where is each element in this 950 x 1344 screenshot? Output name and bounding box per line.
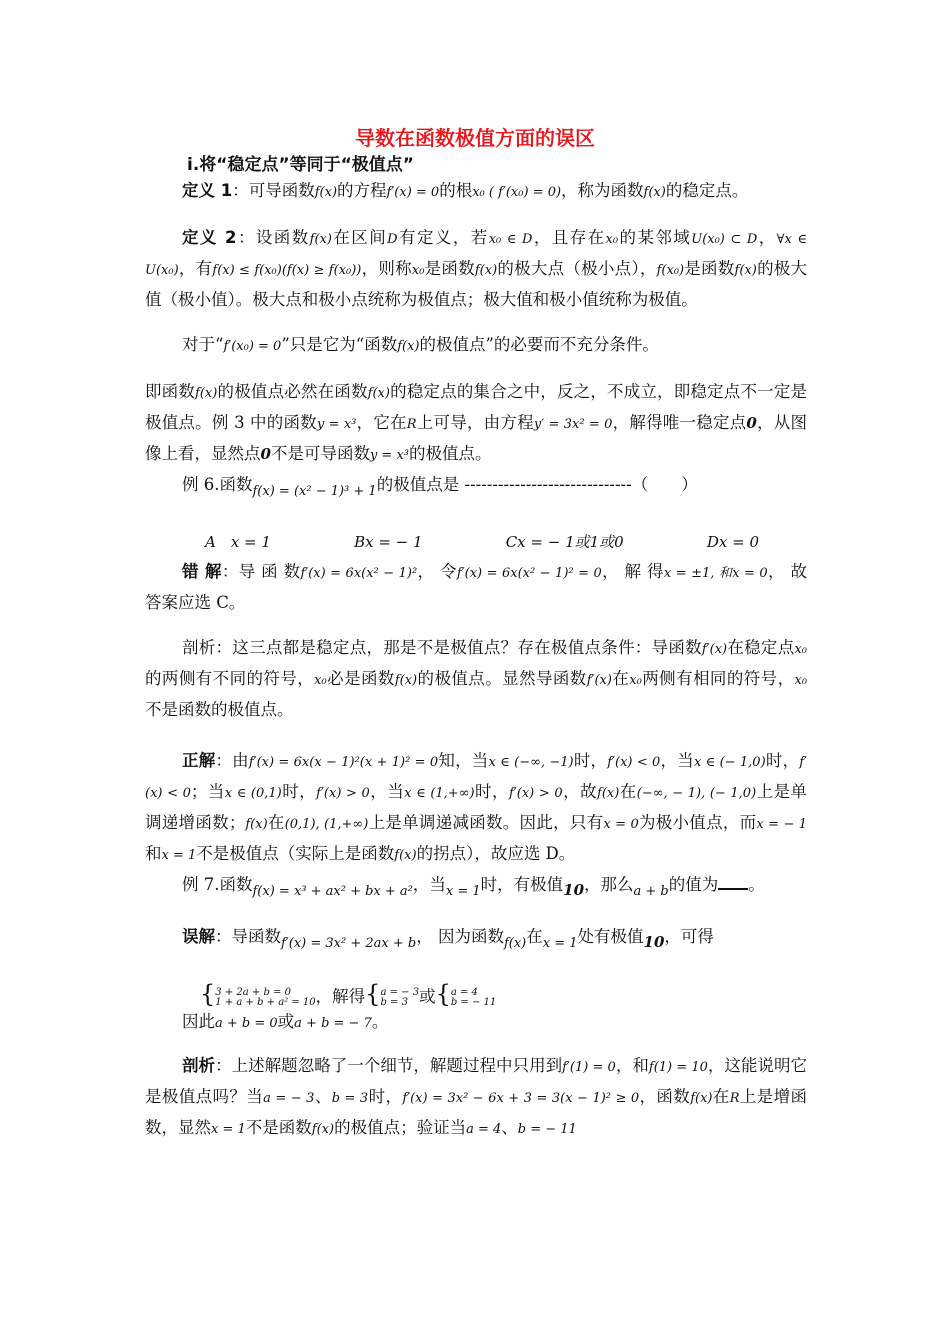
page-title: 导数在函数极值方面的误区 xyxy=(355,126,595,150)
text: ，那么 xyxy=(584,875,634,894)
option-a: A x = 1 xyxy=(205,533,271,551)
text: 的方程 xyxy=(337,181,387,200)
formula: 0 xyxy=(260,445,271,463)
text: 不是函数 xyxy=(245,1118,312,1137)
text: ， 解 得 xyxy=(601,562,664,581)
text: 和 xyxy=(145,844,162,863)
formula: a = 4 xyxy=(466,1122,502,1137)
text: 在 xyxy=(267,813,285,832)
label: 误解 xyxy=(182,927,215,946)
section-heading: ⅰ.将“稳定点”等同于“极值点” xyxy=(187,155,414,175)
text: 的值为 xyxy=(668,875,719,894)
text: 的极大值（极小值）。极大点和极小点统称为极值点；极大值和极小值统称为极值。 xyxy=(145,259,808,309)
text: 两侧有相同的符号， xyxy=(641,669,795,688)
text: 在 xyxy=(619,782,637,801)
text: 知，当 xyxy=(438,751,489,770)
formula: a + b = 0 xyxy=(215,1016,278,1031)
text: ，解得唯一稳定点 xyxy=(612,413,747,432)
text: 上是单调递增函数； xyxy=(145,782,808,832)
formula: x₀ ∈ D xyxy=(488,232,533,247)
text: 不是极值点（实际上是函数 xyxy=(196,844,395,863)
formula: a = − 3 xyxy=(263,1091,315,1106)
equation: a = 4 xyxy=(450,986,478,998)
equation: b = − 11 xyxy=(450,996,497,1008)
system-3 xyxy=(451,988,496,1008)
formula: f(x) xyxy=(597,786,620,801)
equation: 3 + 2a + b = 0 xyxy=(215,986,291,998)
formula: f(x) xyxy=(394,848,417,863)
text: 的极值点。 xyxy=(408,444,492,463)
example-7 xyxy=(145,870,807,906)
formula: f(1) = 10 xyxy=(648,1060,708,1075)
result-7 xyxy=(145,1011,807,1035)
text: 不是可导函数 xyxy=(270,444,370,463)
option-b: Bx = − 1 xyxy=(354,533,423,551)
formula: f′(x) > 0 xyxy=(509,786,563,801)
formula: x₀ xyxy=(314,673,327,688)
text: 的极值点”的必要而不充分条件。 xyxy=(419,335,659,354)
text: 的某邻域 xyxy=(618,228,692,247)
formula: x ∈ (−∞, −1) xyxy=(488,755,574,770)
formula: f(x) xyxy=(397,339,420,354)
formula: x = 0 xyxy=(603,817,639,832)
formula: (−∞, − 1), (− 1,0) xyxy=(636,786,757,801)
formula: 10 xyxy=(643,933,665,951)
text: 因此 xyxy=(182,1012,215,1031)
text: 剖析：这三点都是稳定点，那是不是极值点？存在极值点条件：导函数 xyxy=(182,638,702,657)
formula: x = 1 xyxy=(161,848,197,863)
text: ，它在 xyxy=(356,413,407,432)
formula: f(x) xyxy=(394,673,418,688)
formula: x = 1 xyxy=(542,936,578,951)
formula: y = x³ xyxy=(316,417,357,432)
text: 。 xyxy=(371,1012,389,1031)
text: 例 7.函数 xyxy=(182,875,253,894)
system-2 xyxy=(380,988,419,1008)
formula: R xyxy=(729,1091,740,1106)
text: 必是函数 xyxy=(326,669,395,688)
text: 或 xyxy=(419,987,436,1006)
label: 正解 xyxy=(182,751,216,770)
text: 在 xyxy=(712,1087,730,1106)
formula: x₀ xyxy=(794,673,808,688)
equation-system xyxy=(145,980,807,1011)
formula: y′ = 3x² = 0 xyxy=(533,417,613,432)
text: 时， xyxy=(368,1087,403,1106)
text: ；当 xyxy=(190,782,225,801)
text: ，函数 xyxy=(639,1087,691,1106)
formula: f′(x₀) = 0 xyxy=(223,339,282,354)
text: 上是增函数，显然 xyxy=(145,1087,808,1137)
example-6 xyxy=(145,470,807,506)
body-text xyxy=(145,176,807,1144)
formula: x₀ xyxy=(794,642,808,657)
formula: x = 1 xyxy=(211,1122,246,1137)
text: ，可得 xyxy=(664,927,714,946)
text: ，和 xyxy=(615,1056,649,1075)
text: ，故 xyxy=(562,782,598,801)
formula: f(x) xyxy=(309,232,332,247)
equation: b = 3 xyxy=(380,996,408,1008)
formula: f′(1) = 0 xyxy=(562,1060,616,1075)
formula: x = − 1 xyxy=(756,817,808,832)
text: 例 6.函数 xyxy=(182,475,253,494)
label: 剖析 xyxy=(182,1056,216,1075)
text: ，从图像上看，显然点 xyxy=(145,413,808,463)
definition-2 xyxy=(145,223,807,314)
text: 。 xyxy=(748,875,765,894)
text: 、 xyxy=(314,1087,332,1106)
formula: f′(x) xyxy=(586,673,612,688)
formula: f′(x) = 6x(x² − 1)² xyxy=(300,566,418,581)
text: 时， xyxy=(573,751,608,770)
formula: b = 3 xyxy=(331,1091,369,1106)
formula: 0 xyxy=(746,414,757,432)
formula: f′(x) = 3x² − 6x + 3 = 3(x − 1)² ≥ 0 xyxy=(402,1091,640,1106)
text: 的稳定点的集合之中，反之，不成立，即稳定点不一定是极值点。例 3 中的函数 xyxy=(145,382,808,432)
paragraph-stationary-point xyxy=(145,377,807,470)
formula: x ∈ (− 1,0) xyxy=(693,755,766,770)
formula: f(x) = (x² − 1)³ + 1 xyxy=(252,484,377,499)
brace-icon: { xyxy=(365,980,381,1008)
text: ，这能说明它是极值点吗？当 xyxy=(145,1056,808,1106)
label: 错 解 xyxy=(182,562,222,581)
wrong-solution-7 xyxy=(145,922,807,958)
text: ：由 xyxy=(215,751,249,770)
formula: f(x) xyxy=(690,1091,713,1106)
formula: f′(x) > 0 xyxy=(316,786,370,801)
text: 即函数 xyxy=(145,382,196,401)
formula: a + b xyxy=(633,884,669,899)
text: ：导函数 xyxy=(215,927,281,946)
text: 在稳定点 xyxy=(727,638,795,657)
text: ，当 xyxy=(412,875,446,894)
formula: b = − 11 xyxy=(517,1122,577,1137)
formula: D xyxy=(387,232,398,247)
formula: x₀ xyxy=(629,673,642,688)
formula: x ∈ (0,1) xyxy=(224,786,282,801)
text: 的极值点必然在函数 xyxy=(217,382,368,401)
formula: f(x) xyxy=(311,1122,335,1137)
text: 的极值点是 ------------------------------（ ） xyxy=(376,475,698,494)
text: ， 故答案应选 C。 xyxy=(145,562,807,612)
text: 是函数 xyxy=(424,259,475,278)
text: 在 xyxy=(526,927,543,946)
text: 是函数 xyxy=(684,259,735,278)
text: 的两侧有不同的符号， xyxy=(145,669,315,688)
text: 为极小值点，而 xyxy=(638,813,757,832)
formula: f′(x) = 6x(x − 1)²(x + 1)² = 0 xyxy=(248,755,439,770)
text: 对于“ xyxy=(182,335,224,354)
formula: x₀ ( f′(x₀) = 0) xyxy=(472,185,562,200)
text: 在 xyxy=(611,669,630,688)
formula: f(x) ≤ f(x₀)(f(x) ≥ f(x₀)) xyxy=(212,263,362,278)
text: 时， xyxy=(281,782,317,801)
text: 或 xyxy=(277,1012,295,1031)
answer-options xyxy=(145,528,807,557)
formula: R xyxy=(406,417,417,432)
text: ， 令 xyxy=(417,562,457,581)
text: 的拐点），故应选 D。 xyxy=(416,844,576,863)
formula: f′(x) = 6x(x² − 1)² = 0 xyxy=(456,566,602,581)
formula: f′(x) < 0 xyxy=(607,755,661,770)
formula: y = x³ xyxy=(369,448,409,463)
formula: f(x) xyxy=(195,386,218,401)
formula: f(x) xyxy=(734,263,757,278)
formula: U(x₀) ⊂ D xyxy=(691,232,758,247)
text: 时， xyxy=(474,782,509,801)
formula: f(x) xyxy=(643,185,666,200)
system-1 xyxy=(215,988,315,1008)
label: 定义 2 xyxy=(182,228,237,247)
text: 的极值点；验证当 xyxy=(334,1118,467,1137)
text: 不是函数的极值点。 xyxy=(145,700,294,719)
formula: a + b = − 7 xyxy=(294,1016,372,1031)
formula: f(x₀) xyxy=(656,263,685,278)
formula: (0,1), (1,+∞) xyxy=(284,817,369,832)
text: ，且存在 xyxy=(532,228,606,247)
formula: f(x) xyxy=(245,817,268,832)
text: ：设函数 xyxy=(236,228,310,247)
brace-icon: { xyxy=(200,980,216,1008)
text: 、 xyxy=(501,1118,518,1137)
formula: f(x) = x³ + ax² + bx + a² xyxy=(252,884,413,899)
formula: f(x) xyxy=(367,386,390,401)
formula: x = 1 xyxy=(445,884,481,899)
analysis-6 xyxy=(145,633,807,724)
text: 的极值点。显然导函数 xyxy=(417,669,587,688)
text: ，称为函数 xyxy=(561,181,644,200)
answer-blank xyxy=(718,874,748,890)
definition-1 xyxy=(145,176,807,207)
formula: f′(x) < 0 xyxy=(145,755,808,801)
paragraph-necessary-condition xyxy=(145,330,807,361)
text: ，当 xyxy=(369,782,405,801)
text: ，当 xyxy=(660,751,694,770)
text: 的极大点（极小点）， xyxy=(497,259,657,278)
text: ， xyxy=(757,228,777,247)
formula: f(x) xyxy=(503,936,527,951)
formula: f(x) xyxy=(474,263,498,278)
text: ， 因为函数 xyxy=(416,927,504,946)
formula: x = ±1, 和x = 0 xyxy=(663,566,768,581)
text: 有定义，若 xyxy=(397,228,489,247)
text: ，则称 xyxy=(361,259,412,278)
text: ：可导函数 xyxy=(232,181,315,200)
formula: ∀x ∈ U(x₀) xyxy=(145,232,808,278)
label: 定义 1 xyxy=(182,181,233,200)
text: ”只是它为“函数 xyxy=(281,335,398,354)
text: 的根 xyxy=(439,181,473,200)
text: 时，有极值 xyxy=(480,875,564,894)
text: ：导 函 数 xyxy=(221,562,301,581)
formula: x₀ xyxy=(411,263,425,278)
text: 在区间 xyxy=(331,228,388,247)
text: ，有 xyxy=(178,259,213,278)
text: 的稳定点。 xyxy=(665,181,749,200)
formula: f′(x) = 3x² + 2ax + b xyxy=(281,936,417,951)
wrong-solution-6 xyxy=(145,557,807,617)
text: 处有极值 xyxy=(577,927,644,946)
text: 上可导，由方程 xyxy=(416,413,534,432)
text: 时， xyxy=(765,751,800,770)
option-d: Dx = 0 xyxy=(706,533,759,551)
text: 上是单调递减函数。因此，只有 xyxy=(368,813,604,832)
equation: 1 + a + b + a² = 10 xyxy=(215,996,316,1008)
analysis-7 xyxy=(145,1051,807,1144)
text: ，解得 xyxy=(315,987,366,1006)
formula: x ∈ (1,+∞) xyxy=(404,786,475,801)
equation: a = − 3 xyxy=(380,986,420,998)
brace-icon: { xyxy=(435,980,451,1008)
correct-solution-6 xyxy=(145,746,807,870)
option-c: Cx = − 1或1或0 xyxy=(505,533,624,551)
formula: f′(x) = 0 xyxy=(386,185,440,200)
formula: f′(x) xyxy=(701,642,728,657)
formula: 10 xyxy=(563,881,585,899)
formula: x₀ xyxy=(605,232,619,247)
text: ：上述解题忽略了一个细节，解题过程中只用到 xyxy=(215,1056,563,1075)
formula: f(x) xyxy=(314,185,338,200)
